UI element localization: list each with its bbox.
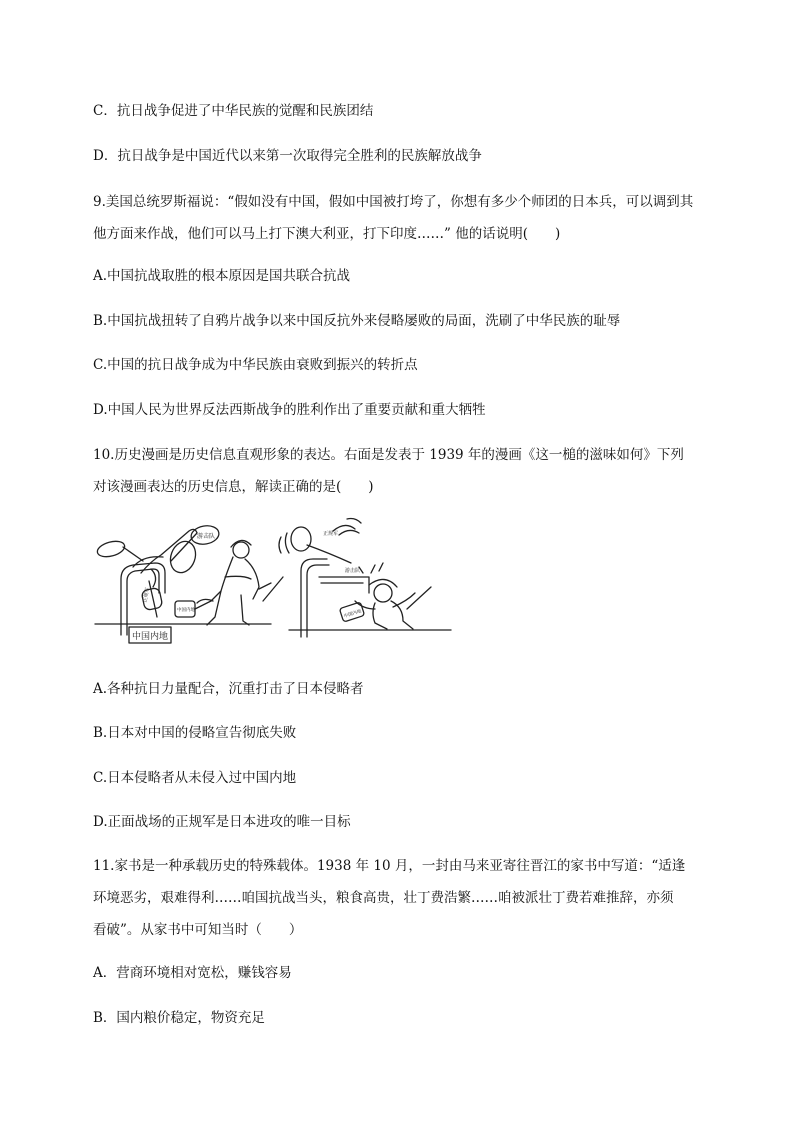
left-label-box: 中国内地 bbox=[132, 631, 169, 641]
q9-option-b: B.中国抗战扭转了自鸦片战争以来中国反抗外来侵略屡败的局面，洗刷了中华民族的耻辱 bbox=[93, 313, 621, 329]
q11-stem-line-2: 环境恶劣，艰难得利……咱国抗战当头，粮食高贵，壮丁费浩繁……咱被派壮丁费若难推辞，亦须 bbox=[93, 890, 674, 906]
right-label-mid: 游击队 bbox=[345, 568, 361, 574]
q9-option-d: D.中国人民为世界反法西斯战争的胜利作出了重要贡献和重大牺牲 bbox=[93, 402, 486, 418]
q9-option-c: C.中国的抗日战争成为中华民族由衰败到振兴的转折点 bbox=[93, 357, 418, 373]
q9-option-a: A.中国抗战取胜的根本原因是国共联合抗战 bbox=[93, 268, 351, 284]
left-machine bbox=[96, 524, 221, 643]
q9-stem bbox=[93, 186, 705, 250]
left-label-top: 游击队 bbox=[197, 534, 216, 540]
q10-option-a: A.各种抗日力量配合，沉重打击了日本侵略者 bbox=[93, 681, 364, 697]
q10-option-d: D.正面战场的正规军是日本进攻的唯一目标 bbox=[93, 814, 351, 830]
right-label-top: 正规军 bbox=[323, 531, 339, 537]
q8-option-d: D．抗日战争是中国近代以来第一次取得完全胜利的民族解放战争 bbox=[93, 148, 482, 164]
q11-stem bbox=[93, 850, 705, 946]
q9-stem-line-2: 他方面来作战，他们可以马上打下澳大利亚，打下印度……” 他的话说明( ) bbox=[93, 226, 561, 242]
q10-stem-line-2: 对该漫画表达的历史信息，解读正确的是( ) bbox=[93, 479, 374, 495]
left-soldier bbox=[175, 540, 283, 625]
left-label-vertical: 正规军 bbox=[142, 587, 151, 603]
q10-stem-line-1: 10.历史漫画是历史信息直观形象的表达。右面是发表于 1939 年的漫画《这一槌的滋味如何》下列 bbox=[93, 447, 684, 463]
q9-stem-line-1: 9.美国总统罗斯福说：“假如没有中国，假如中国被打垮了，你想有多少个师团的日本兵，可以调到其 bbox=[93, 194, 694, 210]
q11-option-b: B．国内粮价稳定，物资充足 bbox=[93, 1010, 265, 1026]
right-label-tag: 中国内地 bbox=[343, 608, 362, 619]
left-label-tag: 中国内地 bbox=[177, 607, 195, 612]
q10-option-c: C.日本侵略者从未侵入过中国内地 bbox=[93, 770, 297, 786]
q10-stem bbox=[93, 439, 705, 503]
history-cartoon bbox=[93, 517, 453, 647]
q11-stem-line-3: 看破”。从家书中可知当时（ ） bbox=[93, 922, 303, 938]
q10-option-b: B.日本对中国的侵略宣告彻底失败 bbox=[93, 725, 297, 741]
q11-stem-line-1: 11.家书是一种承载历史的特殊载体。1938 年 10 月，一封由马来亚寄往晋江的家书中写道：“适逢 bbox=[93, 858, 686, 874]
q8-option-c: C．抗日战争促进了中华民族的觉醒和民族团结 bbox=[93, 103, 374, 119]
q11-option-a: A．营商环境相对宽松，赚钱容易 bbox=[93, 965, 292, 981]
